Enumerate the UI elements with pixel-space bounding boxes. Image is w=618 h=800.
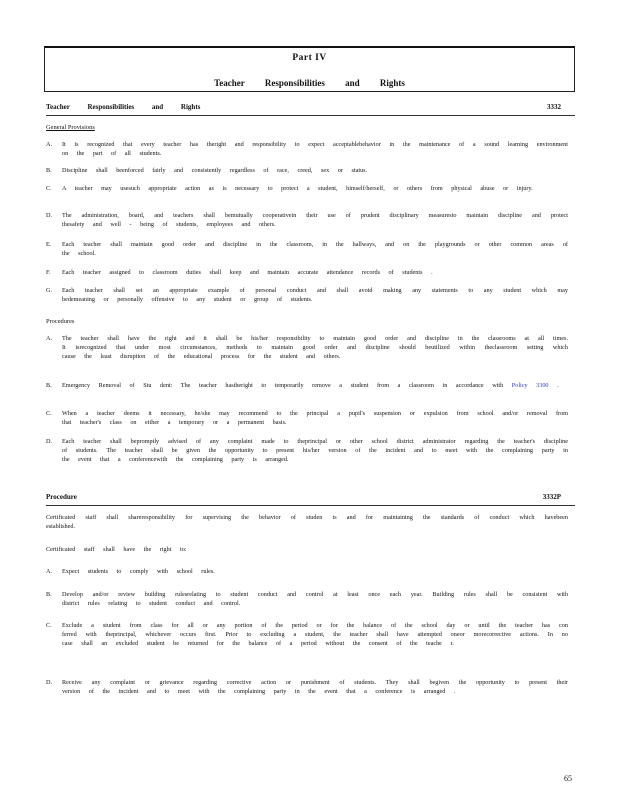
section-code: 3332: [547, 103, 561, 111]
rights-intro: Certificated staff shall have the right to:: [46, 546, 187, 553]
page-number: 65: [564, 774, 572, 783]
section-title: Procedure: [46, 493, 77, 501]
section-rule: [46, 505, 575, 506]
document-page: Part IV Teacher Responsibilities and Rights Teacher Responsibilities and Rights 3332 General Provisions A. It is recognized that every teacher has theright and responsibility to expect acceptablebehavior in the maintenance of a sound learning environment on the part of all students. B. Discipline shall beenforced fairly and consistently regardless of race, creed, sex or status. C. A teacher may usesuch appropriate action as is necessary to protect a student, himself/herself, or others from physical abuse or injury. D. The administration, board, and teachers shall bemutually cooperativein their use of prudent disciplinary measuresto maintain discipline and protect thesafety and well - being of students, employees and others. E. Each teacher shall maintain good order and discipline in the classroom, in the hallways, and on the playgrounds or other common areas of the school. F. Each teacher assigned to classroom duties shall keep and maintain accurate attendance records of students . G. Each teacher shall set an appropriate example of personal conduct and shall avoid making any statements to any student which may bedemeaning or personally offensive to any student or group of students. Procedures A. The teacher shall have the right and it shall be his/her responsibility to maintain good order and discipline in the classrooms at all times. It isrecognized that under most circumstances, methods to maintain good order and discipline should beutilized within theclassroom setting which cause the least disruption of the educational process for the student and others. B. Emergency Removal of Stu dent: The teacher hastheright to temporarily remove a student from a classroom in accordance with Policy 3300 . C. When a teacher deems it necessary, he/she may recommend to the principal a pupil's suspension or expulsion from school and/or removal from that teacher's class on either a temporary or a permanent basis. D. Each teacher shall bepromptly advised of any complaint made to theprincipal or other school district administrator regarding the teacher's discipline of students. The teacher shall be given the opportunity to present his/her version of the incident and to meet with the complaining party in the event that a conferencewith the complaining party is arranged. Procedure 3332P Certificated staff shall shareresponsibility for supervising the behavior of studen ts and for maintaining the standards of conduct which havebeen established. Certificated staff shall have the right to: A. Expect students to comply with school rules. B. Develop and/or review building rulesrelating to student conduct and control at least once each year. Building rules shall be consistent with district rules relating to student conduct and control. C. Exclude a student from class for all or any portion of the period or for the balance of the school day or until the teacher has con ferred with theprincipal, whichever occurs first. Prior to excluding a student, the teacher shall have attempted oneor morecorrective actions. In no case shall an excluded student be returned for the balance of a period without the consent of the teache r. D. Receive any complaint or grievance regarding corrective action or punishment of students. They shall begiven the opportunity to present their version of the incident and to meet with the complaining party in the event that a conference is arranged . 65: [0, 0, 618, 800]
procedure-intro: Certificated staff shall shareresponsibility for supervising the behavior of studen ts and for maintaining the standards of conduct which havebeen established.: [46, 514, 568, 530]
procedures-label: Procedures: [46, 318, 75, 325]
general-provisions-label: General Provisions: [46, 124, 95, 131]
policy-3300-link[interactable]: Policy 3300: [511, 382, 549, 389]
part-title: Part IV: [292, 53, 327, 63]
part-header-box: [44, 46, 575, 92]
section-title: Teacher Responsibilities and Rights: [46, 103, 201, 111]
section-rule: [46, 115, 575, 116]
part-subtitle: Teacher Responsibilities and Rights: [214, 78, 405, 88]
section-code: 3332P: [542, 493, 561, 501]
